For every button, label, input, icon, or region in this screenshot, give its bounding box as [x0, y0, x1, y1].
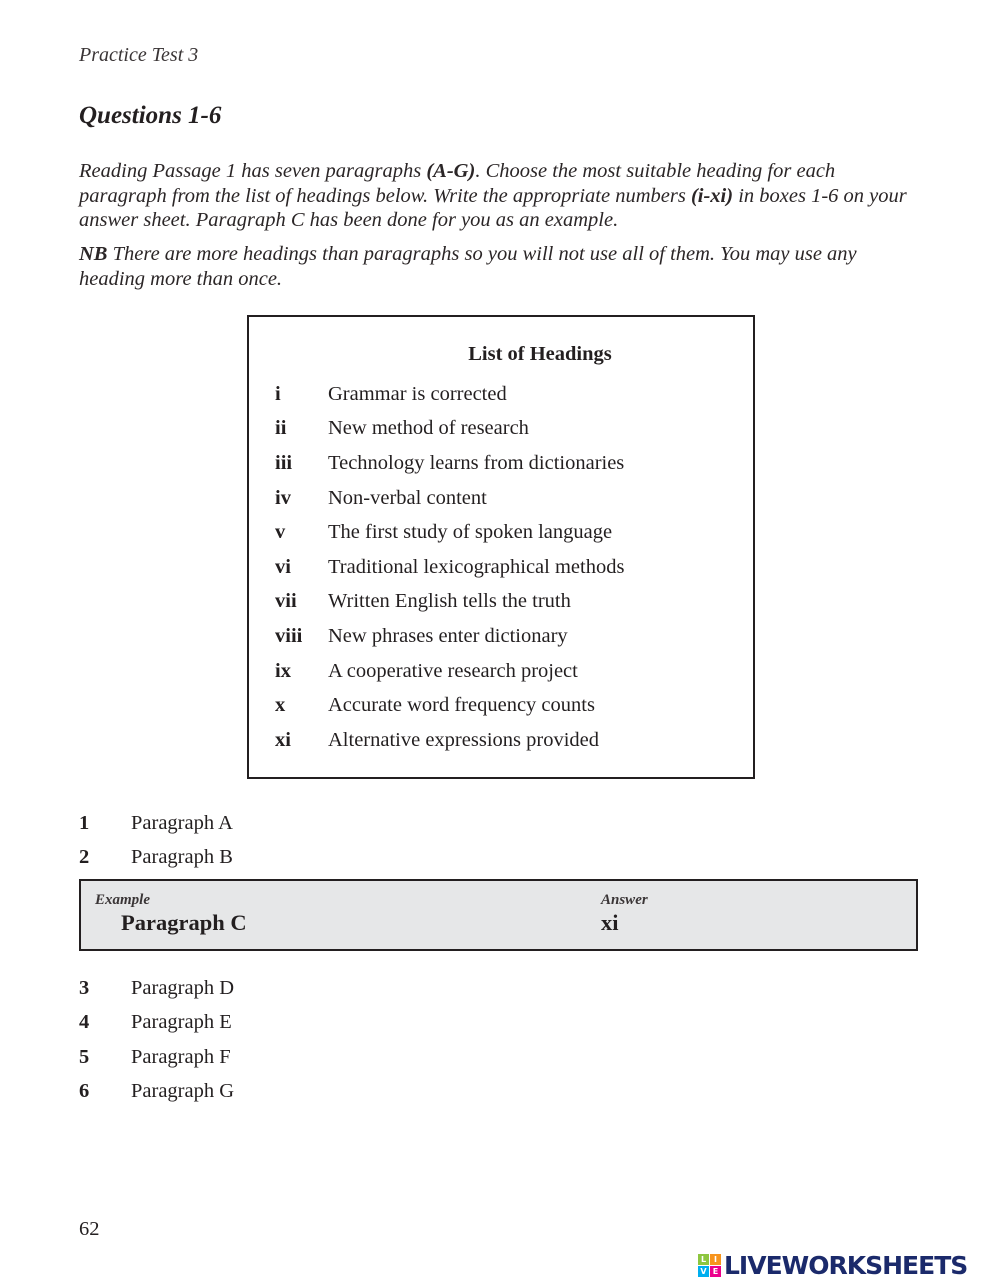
question-number: 5: [79, 1045, 90, 1068]
heading-item: [275, 412, 624, 447]
liveworksheets-logo: [698, 1251, 967, 1280]
heading-numeral: ii: [275, 417, 287, 440]
heading-text: Traditional lexicographical methods: [328, 555, 625, 578]
question-number: 4: [79, 1010, 90, 1033]
heading-item: [275, 481, 624, 516]
heading-text: Non-verbal content: [328, 486, 487, 509]
question-text: Paragraph G: [131, 1079, 235, 1102]
heading-item: [275, 377, 624, 412]
question-text: Paragraph F: [131, 1045, 231, 1068]
heading-text: New phrases enter dictionary: [328, 624, 568, 647]
question-text: Paragraph A: [131, 811, 233, 834]
running-head: Practice Test 3: [79, 44, 199, 66]
question-row: [79, 844, 233, 870]
heading-text: Accurate word frequency counts: [328, 694, 595, 717]
question-text: Paragraph D: [131, 976, 235, 999]
heading-list: [275, 377, 624, 758]
heading-numeral: ix: [275, 659, 291, 682]
logo-square: L: [698, 1254, 709, 1265]
heading-item: [275, 446, 624, 481]
answer-label: Answer: [601, 892, 648, 908]
instr-bold: (A-G): [426, 160, 476, 182]
questions-title: Questions 1-6: [79, 102, 222, 129]
logo-square: V: [698, 1266, 709, 1277]
question-row: [79, 975, 234, 1001]
heading-text: New method of research: [328, 417, 529, 440]
heading-item: [275, 723, 624, 758]
question-row: [79, 1044, 231, 1070]
heading-text: Technology learns from dictionaries: [328, 451, 625, 474]
heading-text: A cooperative research project: [328, 659, 578, 682]
question-number: 1: [79, 811, 90, 834]
question-row: [79, 1009, 232, 1035]
logo-square: E: [710, 1266, 721, 1277]
heading-item: [275, 585, 624, 620]
instructions-paragraph: [79, 159, 924, 233]
heading-item: [275, 654, 624, 689]
heading-numeral: viii: [275, 624, 303, 647]
heading-numeral: v: [275, 521, 286, 544]
heading-item: [275, 619, 624, 654]
heading-text: Grammar is corrected: [328, 382, 507, 405]
instr-text: in boxes 1-6 on your answer sheet. Paragraph C has been done for you as an example.: [79, 184, 907, 231]
nb-paragraph: [79, 242, 924, 291]
question-row: [79, 1078, 234, 1104]
answer-value: xi: [601, 910, 619, 935]
question-row: [79, 810, 233, 836]
page-number: 62: [79, 1218, 100, 1240]
nb-text: There are more headings than paragraphs so you will not use all of them. You may use any heading more than once.: [79, 243, 857, 290]
heading-numeral: xi: [275, 728, 291, 751]
heading-text: The first study of spoken language: [328, 521, 613, 544]
example-label: Example: [95, 892, 150, 908]
question-text: Paragraph B: [131, 845, 233, 868]
question-number: 2: [79, 845, 90, 868]
heading-numeral: x: [275, 694, 286, 717]
question-number: 3: [79, 976, 90, 999]
heading-text: Alternative expressions provided: [328, 728, 599, 751]
heading-item: [275, 688, 624, 723]
nb-label: NB: [79, 243, 108, 265]
heading-text: Written English tells the truth: [328, 590, 571, 613]
heading-item: [275, 515, 624, 550]
instr-bold: (i-xi): [690, 184, 734, 207]
heading-numeral: iii: [275, 451, 293, 474]
instr-text: . Choose the most suitable heading for each paragraph from the list of headings below. Write the appropriate numbers: [79, 160, 836, 207]
logo-squares-icon: [698, 1254, 721, 1277]
example-value: Paragraph C: [121, 910, 247, 935]
logo-text: LIVEWORKSHEETS: [724, 1251, 968, 1280]
question-text: Paragraph E: [131, 1010, 232, 1033]
heading-item: [275, 550, 624, 585]
question-number: 6: [79, 1079, 90, 1102]
headings-box: [247, 315, 755, 779]
heading-numeral: iv: [275, 486, 291, 509]
headings-box-title: List of Headings: [468, 343, 612, 365]
instr-text: Reading Passage 1 has seven paragraphs: [79, 160, 427, 182]
heading-numeral: i: [275, 382, 281, 405]
example-box: [79, 879, 918, 951]
heading-numeral: vii: [275, 590, 297, 613]
logo-square: I: [710, 1254, 721, 1265]
heading-numeral: vi: [275, 555, 291, 578]
